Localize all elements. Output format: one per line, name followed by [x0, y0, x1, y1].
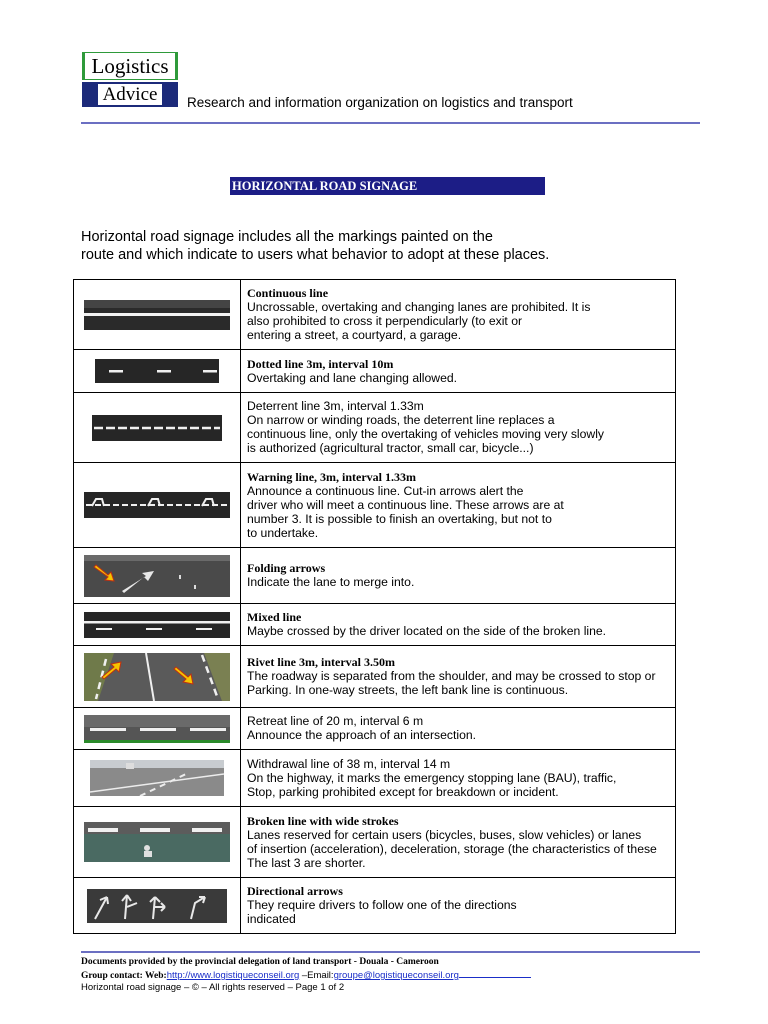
intro-paragraph — [81, 229, 681, 264]
row-text: driver who will meet a continuous line. These arrows are at — [247, 497, 564, 512]
sign-image-cell — [74, 646, 241, 708]
sign-description-cell — [241, 393, 676, 463]
row-text: They require drivers to follow one of the directions — [247, 898, 517, 912]
sign-image-cell — [74, 604, 241, 646]
row-text: On the highway, it marks the emergency stopping lane (BAU), traffic, — [247, 770, 617, 785]
sign-image-cell — [74, 280, 241, 350]
tagline: Research and information organization on logistics and transport — [187, 95, 573, 110]
email-label: –Email: — [299, 970, 334, 981]
sign-description-cell — [241, 807, 676, 878]
email-link[interactable]: groupe@logistiqueconseil.org — [333, 970, 459, 981]
row-text: Parking. In one-way streets, the left bank line is continuous. — [247, 683, 569, 697]
row-text: Announce the approach of an intersection. — [247, 728, 477, 742]
row-text: Overtaking and lane changing allowed. — [247, 370, 458, 385]
row-heading: Dotted line 3m, interval 10m — [247, 356, 394, 371]
sign-image-cell — [74, 708, 241, 750]
row-text: to undertake. — [247, 525, 319, 540]
retreat-line-image — [84, 715, 230, 743]
row-text: Lanes reserved for certain users (bicycles, buses, slow vehicles) or lanes — [247, 827, 642, 842]
row-heading: Mixed line — [247, 610, 302, 624]
page-title: HORIZONTAL ROAD SIGNAGE — [230, 177, 545, 195]
logo-text-top: Logistics — [91, 54, 169, 78]
sign-description-cell — [241, 878, 676, 934]
sign-image-cell — [74, 750, 241, 807]
row-text: continuous line, only the overtaking of vehicles moving very slowly — [247, 427, 605, 441]
directional-arrows-image — [87, 889, 227, 923]
table-row — [74, 350, 676, 393]
row-heading: Continuous line — [247, 286, 329, 300]
deterrent-line-image — [92, 415, 222, 441]
row-heading: Withdrawal line of 38 m, interval 14 m — [247, 756, 451, 771]
sign-description-cell — [241, 463, 676, 548]
table-row — [74, 708, 676, 750]
footer-copyright: Horizontal road signage – © – All rights reserved – Page 1 of 2 — [81, 982, 345, 993]
row-text: Stop, parking prohibited except for breakdown or incident. — [247, 784, 559, 799]
sign-description-cell — [241, 708, 676, 750]
dotted-line-image — [95, 359, 219, 383]
sign-description-cell — [241, 548, 676, 604]
row-text: Uncrossable, overtaking and changing lanes are prohibited. It is — [247, 300, 591, 314]
row-text: of insertion (acceleration), deceleration, storage (the characteristics of these — [247, 841, 657, 856]
row-text: indicated — [247, 912, 296, 926]
sign-image-cell — [74, 807, 241, 878]
intro-line: Horizontal road signage includes all the markings painted on the — [81, 229, 493, 245]
row-heading: Retreat line of 20 m, interval 6 m — [247, 714, 424, 728]
table-row — [74, 548, 676, 604]
withdrawal-line-image — [90, 760, 224, 796]
sign-description-cell — [241, 280, 676, 350]
underline-filler — [459, 968, 531, 978]
table-row — [74, 463, 676, 548]
row-text: number 3. It is possible to finish an overtaking, but not to — [247, 511, 552, 526]
rivet-line-image — [84, 653, 230, 701]
continuous-line-image — [84, 300, 230, 330]
footer-credit: Documents provided by the provincial delegation of land transport - Douala - Cameroon — [81, 957, 439, 967]
contact-label: Group contact: Web: — [81, 971, 167, 981]
row-text: also prohibited to cross it perpendicularly (to exit or — [247, 314, 523, 328]
folding-arrows-image — [84, 555, 230, 597]
warning-line-image — [84, 492, 230, 518]
logo-advice — [82, 82, 178, 107]
footer-contact — [81, 968, 531, 982]
row-text: The roadway is separated from the shoulder, and may be crossed to stop or — [247, 669, 656, 683]
row-text: Indicate the lane to merge into. — [247, 575, 415, 589]
table-row — [74, 878, 676, 934]
row-text: entering a street, a courtyard, a garage. — [247, 328, 462, 342]
footer — [81, 956, 531, 994]
table-row — [74, 807, 676, 878]
sign-image-cell — [74, 548, 241, 604]
row-heading: Deterrent line 3m, interval 1.33m — [247, 399, 424, 413]
row-text: The last 3 are shorter. — [247, 855, 366, 870]
logo-logistics — [82, 52, 178, 80]
row-text: is authorized (agricultural tractor, small car, bicycle...) — [247, 441, 534, 455]
broken-wide-line-image — [84, 822, 230, 862]
sign-description-cell — [241, 604, 676, 646]
table-row — [74, 750, 676, 807]
sign-description-cell — [241, 646, 676, 708]
table-row — [74, 280, 676, 350]
sign-image-cell — [74, 878, 241, 934]
row-heading: Folding arrows — [247, 561, 326, 575]
footer-divider — [81, 951, 700, 953]
sign-image-cell — [74, 393, 241, 463]
row-heading: Rivet line 3m, interval 3.50m — [247, 655, 395, 669]
row-text: Announce a continuous line. Cut-in arrows alert the — [247, 483, 524, 498]
logo-text-bottom: Advice — [98, 84, 162, 105]
row-heading: Directional arrows — [247, 884, 343, 898]
intro-line: route and which indicate to users what behavior to adopt at these places. — [81, 246, 550, 263]
row-text: Maybe crossed by the driver located on the side of the broken line. — [247, 624, 607, 638]
header-divider — [81, 122, 700, 124]
table-row — [74, 604, 676, 646]
row-heading: Broken line with wide strokes — [247, 813, 399, 828]
table-row — [74, 393, 676, 463]
row-heading: Warning line, 3m, interval 1.33m — [247, 469, 416, 484]
sign-image-cell — [74, 463, 241, 548]
table-row — [74, 646, 676, 708]
row-text: On narrow or winding roads, the deterrent line replaces a — [247, 413, 555, 427]
sign-image-cell — [74, 350, 241, 393]
signage-table — [73, 279, 676, 934]
sign-description-cell — [241, 750, 676, 807]
mixed-line-image — [84, 612, 230, 638]
sign-description-cell — [241, 350, 676, 393]
website-link[interactable]: http://www.logistiqueconseil.org — [166, 970, 300, 981]
